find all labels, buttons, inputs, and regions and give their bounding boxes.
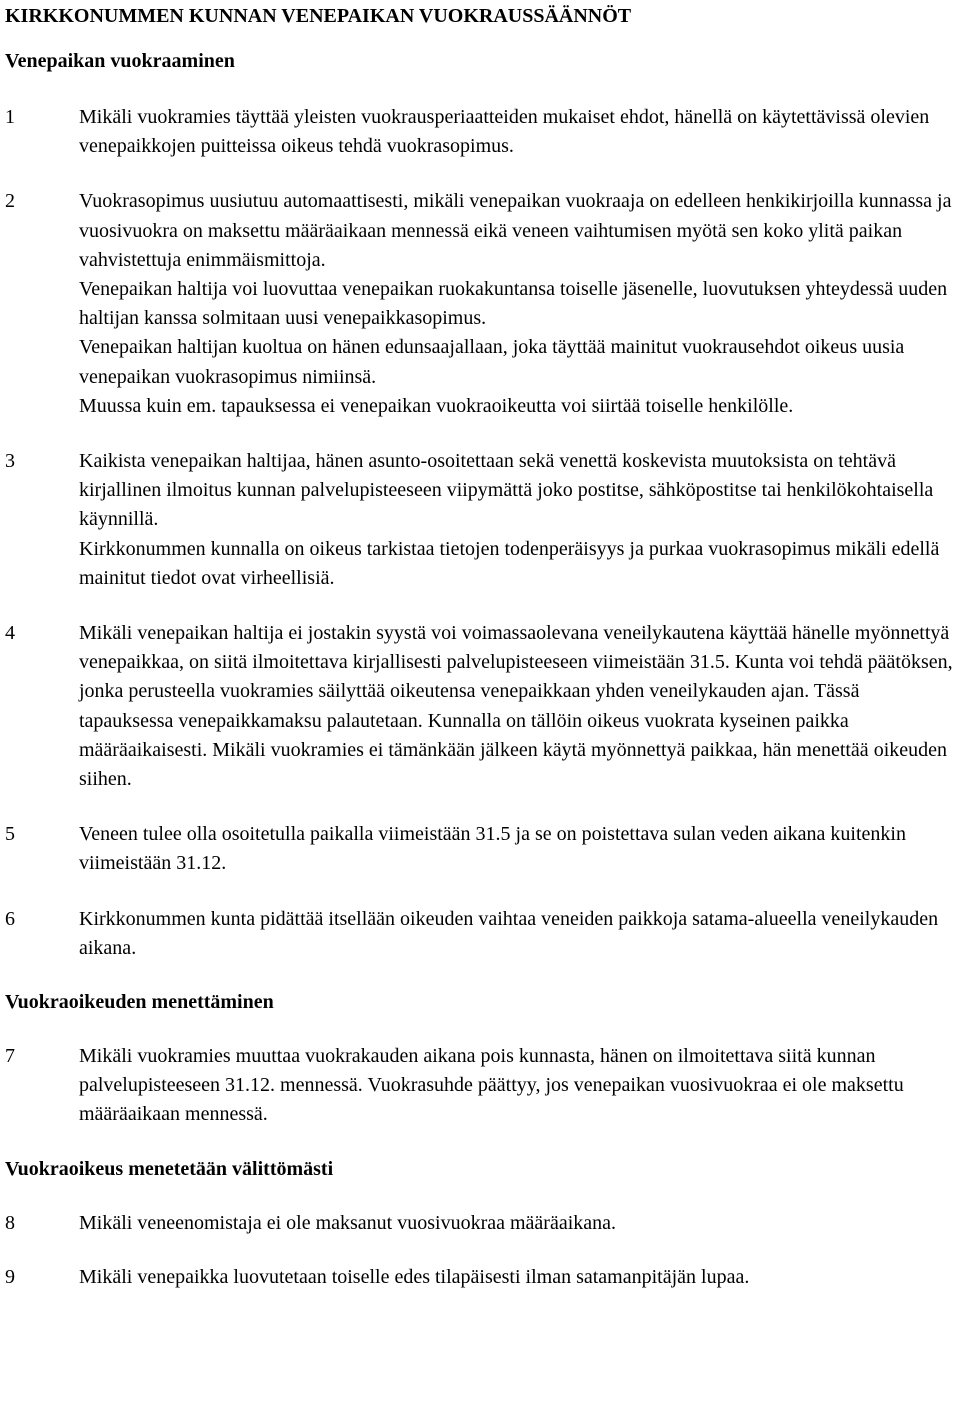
rule-item-6 [5,905,955,963]
document-title: KIRKKONUMMEN KUNNAN VENEPAIKAN VUOKRAUSSÄÄNNÖT [5,5,632,27]
rule-paragraph: Mikäli venepaikka luovutetaan toiselle edes tilapäisesti ilman satamanpitäjän lupaa. [79,1265,750,1288]
rule-item-1 [5,103,955,161]
rule-number: 5 [5,823,15,846]
rule-item-9 [5,1263,955,1292]
section-heading-valittomasti: Vuokraoikeus menetetään välittömästi [5,1157,334,1180]
rule-number: 9 [5,1265,15,1288]
rule-text [79,103,955,161]
rule-item-5 [5,820,955,878]
rule-number: 3 [5,450,15,473]
rule-number: 7 [5,1045,15,1068]
rule-paragraph: Mikäli venepaikan haltija ei jostakin syystä voi voimassaolevana veneilykautena käyttää hänelle myönnettyä venepaikkaa, on siitä ilmoitettava kirjallisesti palvelupisteeseen viimeistään 31.5. Kunta voi tehdä päätöksen, jonka perusteella vuokramies säilyttää oikeutensa venepaikkaan yhden veneilykauden ajan. Tässä tapauksessa venepaikkamaksu palautetaan. Kunnalla on tällöin oikeus vuokrata kyseinen paikka määräaikaisesti. Mikäli vuokramies ei tämänkään jälkeen käytä myönnettyä paikkaa, hän menettää oikeuden siihen. [79,622,953,791]
rule-paragraph: Kaikista venepaikan haltijaa, hänen asunto-osoitettaan sekä venettä koskevista muutoksista on tehtävä kirjallinen ilmoitus kunnan palvelupisteeseen viipymättä joko postitse, sähköpostitse tai henkilökohtaisella käynnillä. [79,450,934,531]
rule-paragraph: Kirkkonummen kunta pidättää itsellään oikeuden vaihtaa veneiden paikkoja satama-alueella veneilykauden aikana. [79,907,939,959]
rule-text [79,820,955,878]
rule-text [79,447,955,593]
rule-paragraph: Venepaikan haltijan kuoltua on hänen edunsaajallaan, joka täyttää mainitut vuokrausehdot oikeus uusia venepaikan vuokrasopimus nimiinsä. [79,336,905,388]
rule-text [79,187,955,421]
section-heading-vuokraaminen: Venepaikan vuokraaminen [5,50,235,72]
rule-text [79,1042,955,1130]
rule-paragraph: Veneen tulee olla osoitetulla paikalla viimeistään 31.5 ja se on poistettava sulan veden aikana kuitenkin viimeistään 31.12. [79,823,906,875]
rule-item-8 [5,1209,955,1238]
rule-paragraph: Vuokrasopimus uusiutuu automaattisesti, mikäli venepaikan vuokraaja on edelleen henkikirjoilla kunnassa ja vuosivuokra on maksettu määräaikaan mennessä eikä veneen vaihtumisen myötä sen koko ylitä paikan vahvistettuja enimmäismittoja. [79,190,952,271]
rule-text [79,1263,955,1292]
rule-item-4 [5,619,955,794]
rule-paragraph: Mikäli vuokramies täyttää yleisten vuokrausperiaatteiden mukaiset ehdot, hänellä on käytettävissä olevien venepaikkojen puitteissa oikeus tehdä vuokrasopimus. [79,106,930,158]
document-page [5,2,955,1292]
rule-number: 6 [5,907,15,930]
rule-text [79,1209,955,1238]
rule-paragraph: Mikäli vuokramies muuttaa vuokrakauden aikana pois kunnasta, hänen on ilmoitettava siitä kunnan palvelupisteeseen 31.12. mennessä. Vuokrasuhde päättyy, jos venepaikan vuosivuokraa ei ole maksettu määräaikaan mennessä. [79,1045,904,1126]
rule-item-7 [5,1042,955,1130]
rule-number: 4 [5,622,15,645]
section-heading-menettaminen: Vuokraoikeuden menettäminen [5,991,274,1014]
rule-paragraph: Venepaikan haltija voi luovuttaa venepaikan ruokakuntansa toiselle jäsenelle, luovutuksen yhteydessä uuden haltijan kanssa solmitaan uusi venepaikkasopimus. [79,278,948,330]
rule-paragraph: Muussa kuin em. tapauksessa ei venepaikan vuokraoikeutta voi siirtää toiselle henkilölle. [79,394,794,417]
rule-item-2 [5,187,955,421]
rule-item-3 [5,447,955,593]
rule-text [79,619,955,794]
rule-paragraph: Mikäli veneenomistaja ei ole maksanut vuosivuokraa määräaikana. [79,1211,617,1234]
rule-number: 8 [5,1211,15,1234]
rule-number: 1 [5,106,15,128]
rule-text [79,905,955,963]
rule-paragraph: Kirkkonummen kunnalla on oikeus tarkistaa tietojen todenperäisyys ja purkaa vuokrasopimus mikäli edellä mainitut tiedot ovat virheellisiä. [79,537,940,589]
rule-number: 2 [5,190,15,213]
